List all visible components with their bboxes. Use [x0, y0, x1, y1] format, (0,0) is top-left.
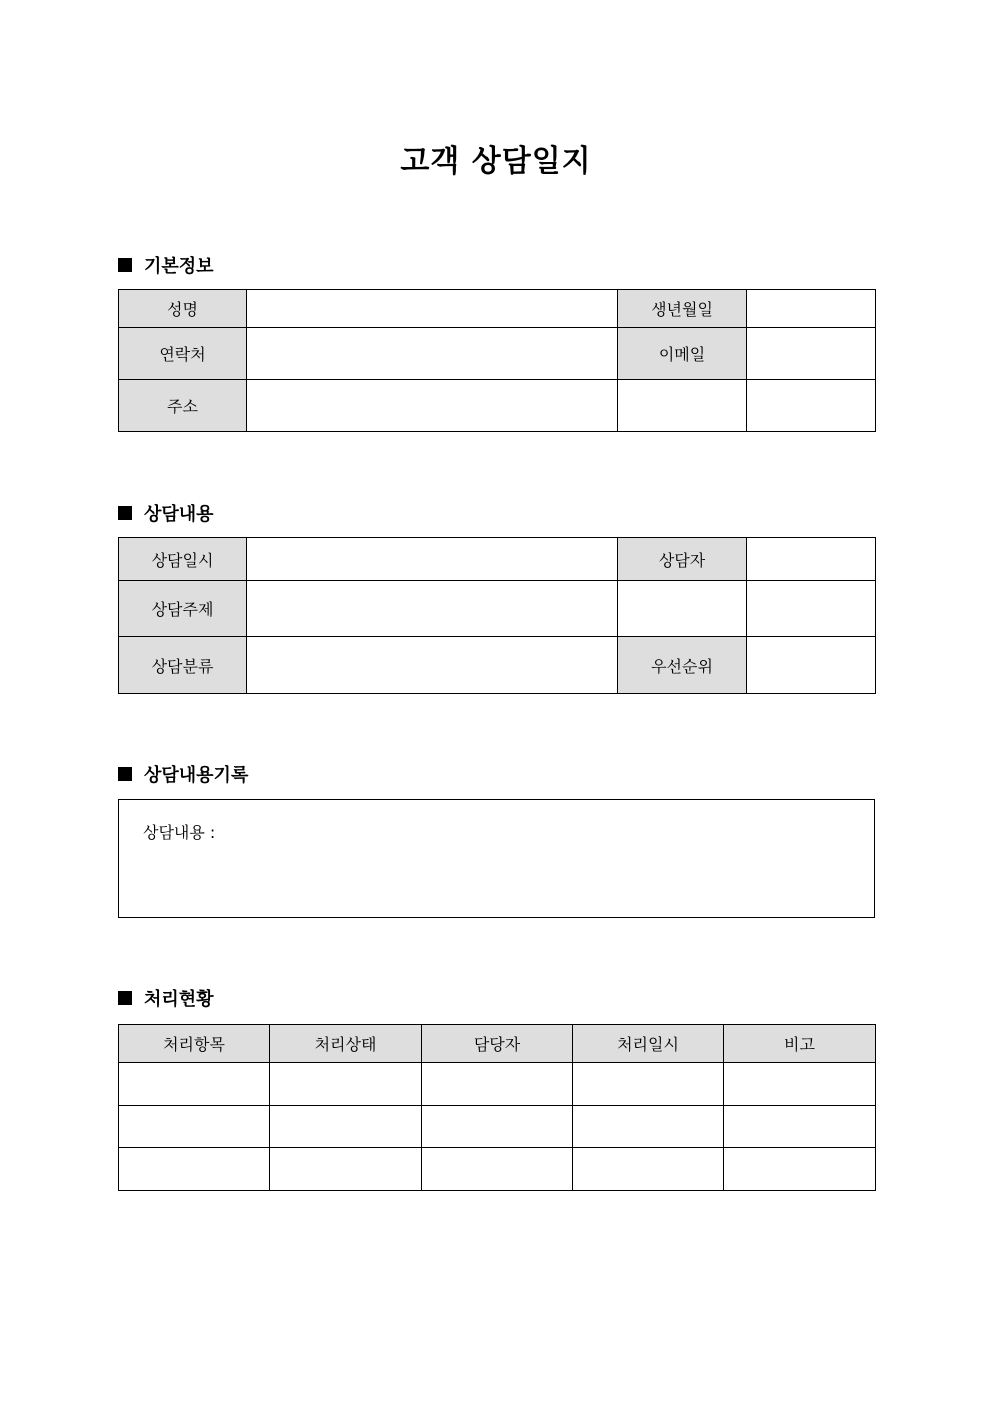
section-heading-basic-info: [118, 253, 214, 277]
table-cell[interactable]: [422, 1106, 573, 1148]
square-bullet-icon: [118, 767, 132, 781]
table-cell[interactable]: [270, 1148, 422, 1191]
label-topic: 상담주제: [119, 581, 247, 637]
square-bullet-icon: [118, 991, 132, 1005]
topic-field[interactable]: [247, 581, 618, 637]
section-heading-record: [118, 762, 248, 786]
label-priority: 우선순위: [618, 637, 747, 694]
table-cell[interactable]: [422, 1063, 573, 1106]
label-address: 주소: [119, 380, 247, 432]
table-row: [119, 1063, 876, 1106]
column-header: 처리일시: [573, 1025, 724, 1063]
section-heading-consultation: [118, 501, 214, 525]
table-cell[interactable]: [724, 1063, 876, 1106]
empty-cell[interactable]: [618, 581, 747, 637]
category-field[interactable]: [247, 637, 618, 694]
table-cell[interactable]: [724, 1106, 876, 1148]
square-bullet-icon: [118, 258, 132, 272]
table-cell[interactable]: [270, 1063, 422, 1106]
record-content-box[interactable]: [118, 799, 875, 918]
address-field[interactable]: [247, 380, 618, 432]
square-bullet-icon: [118, 506, 132, 520]
datetime-field[interactable]: [247, 538, 618, 581]
table-cell[interactable]: [573, 1106, 724, 1148]
table-cell[interactable]: [119, 1148, 270, 1191]
table-cell[interactable]: [724, 1148, 876, 1191]
section-heading-label: 상담내용: [144, 504, 214, 525]
label-datetime: 상담일시: [119, 538, 247, 581]
table-cell[interactable]: [573, 1148, 724, 1191]
label-birthdate: 생년월일: [618, 290, 747, 328]
table-cell[interactable]: [573, 1063, 724, 1106]
consultation-table: [118, 537, 876, 694]
section-heading-label: 상담내용기록: [144, 765, 249, 786]
label-name: 성명: [119, 290, 247, 328]
label-consultant: 상담자: [618, 538, 747, 581]
priority-field[interactable]: [747, 637, 876, 694]
name-field[interactable]: [247, 290, 618, 328]
page-title: 고객 상담일지: [400, 144, 592, 179]
column-header: 처리상태: [270, 1025, 422, 1063]
column-header: 비고: [724, 1025, 876, 1063]
label-contact: 연락처: [119, 328, 247, 380]
column-header: 담당자: [422, 1025, 573, 1063]
section-heading-label: 기본정보: [144, 256, 214, 277]
table-row: [119, 1106, 876, 1148]
section-heading-processing: [118, 986, 214, 1010]
record-content-label: 상담내용 :: [143, 823, 216, 842]
table-header-row: [119, 1025, 876, 1063]
basic-info-table: [118, 289, 876, 432]
table-cell[interactable]: [119, 1106, 270, 1148]
label-category: 상담분류: [119, 637, 247, 694]
processing-table: [118, 1024, 876, 1191]
section-heading-label: 처리현황: [144, 989, 214, 1010]
table-row: [119, 1148, 876, 1191]
birthdate-field[interactable]: [747, 290, 876, 328]
contact-field[interactable]: [247, 328, 618, 380]
table-cell[interactable]: [119, 1063, 270, 1106]
email-field[interactable]: [747, 328, 876, 380]
empty-cell[interactable]: [747, 380, 876, 432]
table-cell[interactable]: [422, 1148, 573, 1191]
table-cell[interactable]: [270, 1106, 422, 1148]
label-email: 이메일: [618, 328, 747, 380]
consultant-field[interactable]: [747, 538, 876, 581]
empty-cell[interactable]: [618, 380, 747, 432]
column-header: 처리항목: [119, 1025, 270, 1063]
empty-cell[interactable]: [747, 581, 876, 637]
